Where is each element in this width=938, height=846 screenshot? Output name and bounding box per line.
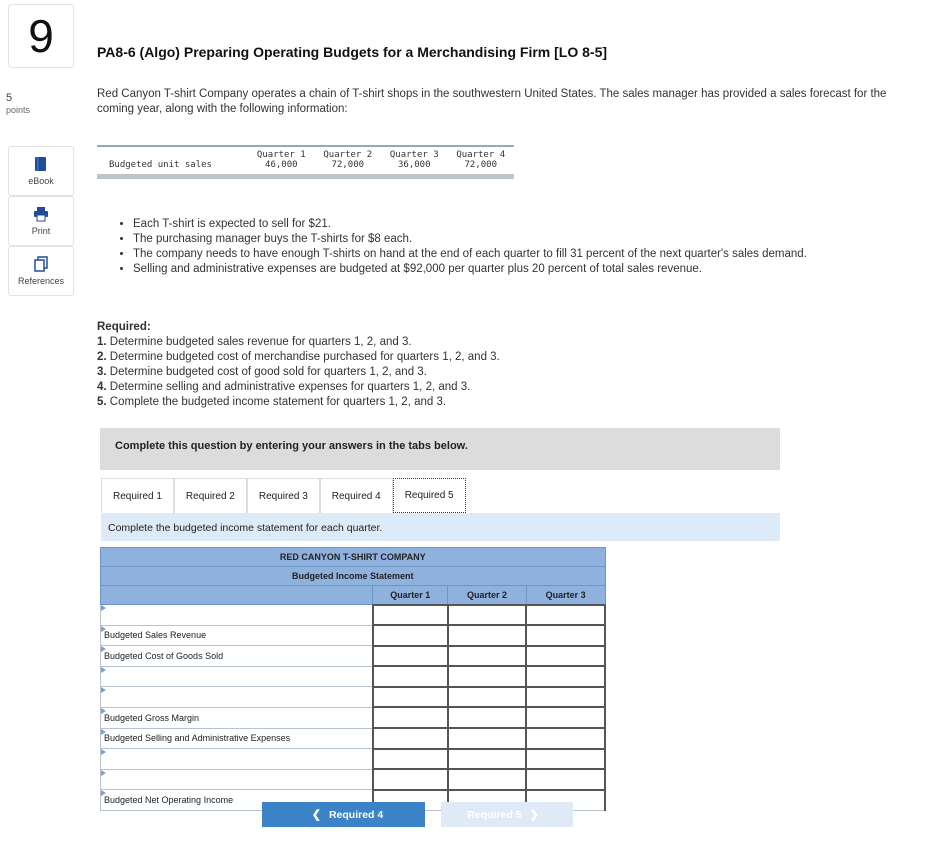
unit-sales-value: 36,000 — [381, 160, 447, 177]
tab-required-3[interactable]: Required 3 — [247, 478, 320, 513]
tab-instruction: Complete the budgeted income statement for each quarter. — [101, 513, 780, 541]
required-item: 3. Determine budgeted cost of good sold for quarters 1, 2, and 3. — [97, 366, 427, 378]
amount-input-q3[interactable] — [526, 605, 605, 626]
amount-input-q2[interactable] — [448, 769, 527, 790]
amount-input-q2[interactable] — [448, 749, 527, 770]
statement-row-label[interactable] — [101, 666, 373, 687]
unit-sales-label: Budgeted unit sales — [97, 160, 248, 177]
statement-row-label[interactable]: Budgeted Selling and Administrative Expenses — [101, 728, 373, 749]
previous-tab-button[interactable] — [262, 802, 425, 827]
unit-sales-value: 72,000 — [315, 160, 381, 177]
next-tab-button[interactable] — [441, 802, 573, 827]
amount-input-q2[interactable] — [448, 707, 527, 728]
required-item: 1. Determine budgeted sales revenue for quarters 1, 2, and 3. — [97, 336, 412, 348]
statement-row-label[interactable]: Budgeted Gross Margin — [101, 707, 373, 728]
amount-input-q2[interactable] — [448, 625, 527, 646]
amount-input-q1[interactable] — [373, 605, 448, 626]
quarter-header: Quarter 4 — [447, 146, 514, 160]
ebook-icon — [33, 156, 49, 172]
unit-sales-header-row — [97, 146, 514, 160]
amount-input-q2[interactable] — [448, 728, 527, 749]
ebook-button[interactable] — [8, 146, 74, 196]
amount-input-q1[interactable] — [373, 625, 448, 646]
statement-row — [101, 666, 606, 687]
references-icon — [33, 256, 49, 272]
statement-row — [101, 646, 606, 667]
dropdown-marker-icon — [101, 749, 106, 755]
assumption-item: • Each T-shirt is expected to sell for $21. — [133, 217, 833, 232]
chevron-left-icon: ❮ — [311, 809, 321, 821]
dropdown-marker-icon — [101, 729, 106, 735]
amount-input-q2[interactable] — [448, 646, 527, 667]
unit-sales-value: 46,000 — [248, 160, 314, 177]
amount-input-q2[interactable] — [448, 666, 527, 687]
points-value: 5 — [6, 92, 13, 104]
statement-row — [101, 605, 606, 626]
amount-input-q1[interactable] — [373, 646, 448, 667]
amount-input-q1[interactable] — [373, 728, 448, 749]
unit-sales-value-row — [97, 160, 514, 177]
statement-row-label[interactable] — [101, 769, 373, 790]
dropdown-marker-icon — [101, 667, 106, 673]
instructions-banner: Complete this question by entering your answers in the tabs below. — [100, 428, 780, 470]
statement-row-label[interactable]: Budgeted Net Operating Income — [101, 790, 373, 811]
statement-rows — [101, 605, 606, 811]
amount-input-q2[interactable] — [448, 687, 527, 708]
statement-row-label[interactable] — [101, 605, 373, 626]
dropdown-marker-icon — [101, 708, 106, 714]
dropdown-marker-icon — [101, 770, 106, 776]
tab-required-4[interactable]: Required 4 — [320, 478, 393, 513]
column-header-quarter-3: Quarter 3 — [526, 586, 605, 605]
statement-row — [101, 687, 606, 708]
dropdown-marker-icon — [101, 605, 106, 611]
amount-input-q2[interactable] — [448, 605, 527, 626]
tab-required-5[interactable]: Required 5 — [393, 478, 466, 513]
required-section — [97, 320, 500, 410]
income-statement-table — [100, 547, 606, 811]
points-indicator — [6, 92, 30, 116]
required-item: 4. Determine selling and administrative expenses for quarters 1, 2, and 3. — [97, 381, 471, 393]
assumption-item: • Selling and administrative expenses are budgeted at $92,000 per quarter plus 20 percent of total sales revenue. — [133, 262, 833, 277]
question-intro: Red Canyon T-shirt Company operates a chain of T-shirt shops in the southwestern United States. The sales manager has provided a sales forecast for the coming year, along with the following information: — [97, 88, 887, 115]
quarter-header: Quarter 3 — [381, 146, 447, 160]
assumption-item: • The purchasing manager buys the T-shirts for $8 each. — [133, 232, 833, 247]
statement-row — [101, 769, 606, 790]
amount-input-q1[interactable] — [373, 749, 448, 770]
next-tab-label: Required 5 — [467, 808, 522, 821]
statement-row-label[interactable]: Budgeted Sales Revenue — [101, 625, 373, 646]
dropdown-marker-icon — [101, 646, 106, 652]
amount-input-q3[interactable] — [526, 749, 605, 770]
amount-input-q3[interactable] — [526, 687, 605, 708]
dropdown-marker-icon — [101, 790, 106, 796]
amount-input-q3[interactable] — [526, 625, 605, 646]
question-title: PA8-6 (Algo) Preparing Operating Budgets for a Merchandising Firm [LO 8-5] — [97, 44, 608, 60]
print-button[interactable] — [8, 196, 74, 246]
amount-input-q3[interactable] — [526, 728, 605, 749]
column-header-quarter-1: Quarter 1 — [373, 586, 448, 605]
amount-input-q3[interactable] — [526, 646, 605, 667]
amount-input-q1[interactable] — [373, 687, 448, 708]
references-label: References — [17, 276, 65, 286]
column-header-quarter-2: Quarter 2 — [448, 586, 527, 605]
quarter-header: Quarter 1 — [248, 146, 314, 160]
assumptions-list — [133, 217, 833, 277]
statement-title: Budgeted Income Statement — [101, 567, 606, 586]
amount-input-q1[interactable] — [373, 707, 448, 728]
statement-row — [101, 749, 606, 770]
amount-input-q1[interactable] — [373, 769, 448, 790]
statement-row — [101, 728, 606, 749]
chevron-right-icon: ❯ — [529, 809, 539, 821]
dropdown-marker-icon — [101, 687, 106, 693]
assumption-item: • The company needs to have enough T-shirts on hand at the end of each quarter to fill 31 percent of the next quarter's sales demand. — [133, 247, 833, 262]
company-name: RED CANYON T-SHIRT COMPANY — [101, 548, 606, 567]
required-tabs — [101, 478, 466, 513]
quarter-header: Quarter 2 — [315, 146, 381, 160]
statement-row — [101, 625, 606, 646]
statement-row — [101, 707, 606, 728]
required-item: 2. Determine budgeted cost of merchandise purchased for quarters 1, 2, and 3. — [97, 351, 500, 363]
tab-required-1[interactable]: Required 1 — [101, 478, 174, 513]
previous-tab-label: Required 4 — [328, 808, 384, 821]
print-label: Print — [31, 226, 51, 236]
unit-sales-value: 72,000 — [447, 160, 514, 177]
amount-input-q3[interactable] — [526, 769, 605, 790]
statement-row-label[interactable]: Budgeted Cost of Goods Sold — [101, 646, 373, 667]
required-item: 5. Complete the budgeted income statement for quarters 1, 2, and 3. — [97, 396, 447, 408]
amount-input-q1[interactable] — [373, 666, 448, 687]
question-number: 9 — [8, 4, 74, 68]
points-label: points — [6, 105, 31, 115]
references-button[interactable] — [8, 246, 74, 296]
amount-input-q3[interactable] — [526, 707, 605, 728]
amount-input-q3[interactable] — [526, 666, 605, 687]
unit-sales-table — [97, 145, 514, 179]
required-heading: Required: — [97, 321, 151, 333]
tab-required-2[interactable]: Required 2 — [174, 478, 247, 513]
ebook-label: eBook — [28, 176, 54, 186]
statement-row-label[interactable] — [101, 749, 373, 770]
statement-row-label[interactable] — [101, 687, 373, 708]
dropdown-marker-icon — [101, 626, 106, 632]
print-icon — [33, 206, 49, 222]
